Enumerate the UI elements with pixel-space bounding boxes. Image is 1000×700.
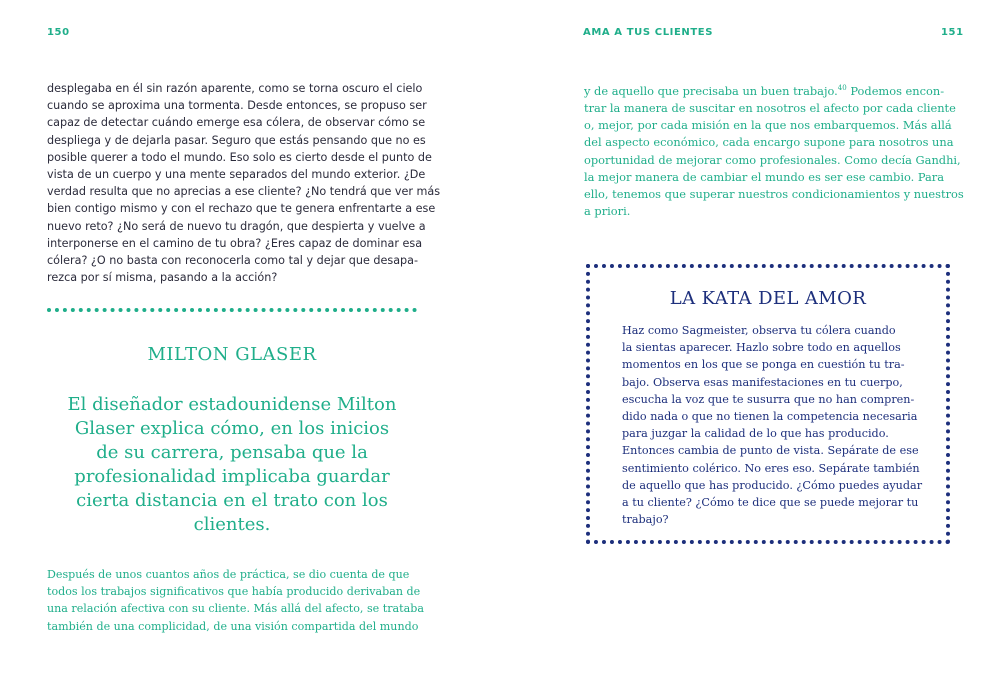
sidebar-title: MILTON GLASER xyxy=(147,344,317,365)
text-line: bien contigo mismo y con el rechazo que te genera enfrentarte a ese xyxy=(47,202,436,216)
kata-body xyxy=(622,322,932,528)
text-line: vista de un cuerpo y una mente separados del mundo exterior. ¿De xyxy=(47,168,426,182)
text-line: oportunidad de mejorar como profesionales. Como decía Gandhi, xyxy=(584,152,961,167)
text-line: interponerse en el camino de tu obra? ¿Eres capaz de dominar esa xyxy=(47,236,423,250)
text-line: dido nada o que no tienen la competencia necesaria xyxy=(622,410,918,424)
text-line: la sientas aparecer. Hazlo sobre todo en aquellos xyxy=(622,341,901,355)
text-line: a priori. xyxy=(584,204,631,219)
text-line: sentimiento colérico. No eres eso. Sepárate también xyxy=(622,461,920,475)
lead-line: profesionalidad implicaba guardar xyxy=(74,466,390,487)
text-line: desplegaba en él sin razón aparente, como se torna oscuro el cielo xyxy=(47,82,423,95)
text-line: verdad resulta que no aprecias a ese cliente? ¿No tendrá que ver más xyxy=(47,185,441,199)
left-body-text xyxy=(47,80,441,286)
text-line: cólera? ¿O no basta con reconocerla como tal y dejar que desapa- xyxy=(47,254,419,268)
right-continuation-text xyxy=(584,80,964,220)
text-line: a tu cliente? ¿Cómo te dice que se puede mejorar tu xyxy=(622,496,919,510)
kata-title: LA KATA DEL AMOR xyxy=(669,288,867,309)
text-line: del aspecto económico, cada encargo supone para nosotros una xyxy=(584,135,954,150)
page-number-right: 151 xyxy=(941,27,964,38)
lead-line: El diseñador estadounidense Milton xyxy=(67,394,397,415)
text-line: de aquello que has producido. ¿Cómo puedes ayudar xyxy=(622,478,923,492)
lead-line: Glaser explica cómo, en los inicios xyxy=(74,418,390,439)
text-line: posible querer a todo el mundo. Eso solo es cierto desde el punto de xyxy=(47,150,432,164)
text-line: nuevo reto? ¿No será de nuevo tu dragón, que despierta y vuelve a xyxy=(47,219,426,233)
text-line: para juzgar la calidad de lo que has producido. xyxy=(622,427,889,441)
text-line: la mejor manera de cambiar el mundo es ser ese cambio. Para xyxy=(584,169,945,184)
text-line: capaz de detectar cuándo emerge esa cólera, de observar cómo se xyxy=(47,116,426,130)
text-line: Entonces cambia de punto de vista. Sepárate de ese xyxy=(622,444,919,458)
text-line: una relación afectiva con su cliente. Más allá del afecto, se trataba xyxy=(47,602,424,616)
text-fragment: y de aquello que precisaba un buen trabajo. xyxy=(584,83,838,98)
running-head: AMA A TUS CLIENTES xyxy=(583,27,714,38)
text-line: trar la manera de suscitar en nosotros el afecto por cada cliente xyxy=(584,101,956,115)
sidebar-body xyxy=(47,566,427,635)
text-line: escucha la voz que te susurra que no han compren- xyxy=(622,392,915,406)
lead-line: cierta distancia en el trato con los xyxy=(76,490,388,511)
text-line: trabajo? xyxy=(622,513,669,527)
lead-line: clientes. xyxy=(193,514,271,535)
footnote-ref: 40 xyxy=(837,84,847,92)
text-line xyxy=(584,80,964,100)
text-line: también de una complicidad, de una visión compartida del mundo xyxy=(47,619,419,633)
text-line: momentos en los que se ponga en cuestión tu tra- xyxy=(622,358,905,372)
text-line: Después de unos cuantos años de práctica, se dio cuenta de que xyxy=(47,568,410,581)
text-line: o, mejor, por cada misión en la que nos embarquemos. Más allá xyxy=(584,118,952,133)
text-line: despliega y de dejarla pasar. Seguro que estás pensando que no es xyxy=(47,133,426,147)
kata-box xyxy=(586,264,950,544)
text-line: bajo. Observa esas manifestaciones en tu cuerpo, xyxy=(622,375,903,389)
lead-line: de su carrera, pensaba que la xyxy=(96,442,368,463)
text-line: Haz como Sagmeister, observa tu cólera cuando xyxy=(622,324,896,337)
text-line: cuando se aproxima una tormenta. Desde entonces, se propuso ser xyxy=(47,99,427,113)
text-line: ello, tenemos que superar nuestros condicionamientos y nuestros xyxy=(584,187,964,202)
text-line: rezca por sí misma, pasando a la acción? xyxy=(47,271,278,285)
dotted-separator xyxy=(47,308,417,312)
page-number-left: 150 xyxy=(47,27,70,38)
text-fragment: Podemos encon- xyxy=(846,83,945,98)
sidebar-lead xyxy=(47,393,417,537)
text-line: todos los trabajos significativos que había producido derivaban de xyxy=(47,585,421,599)
